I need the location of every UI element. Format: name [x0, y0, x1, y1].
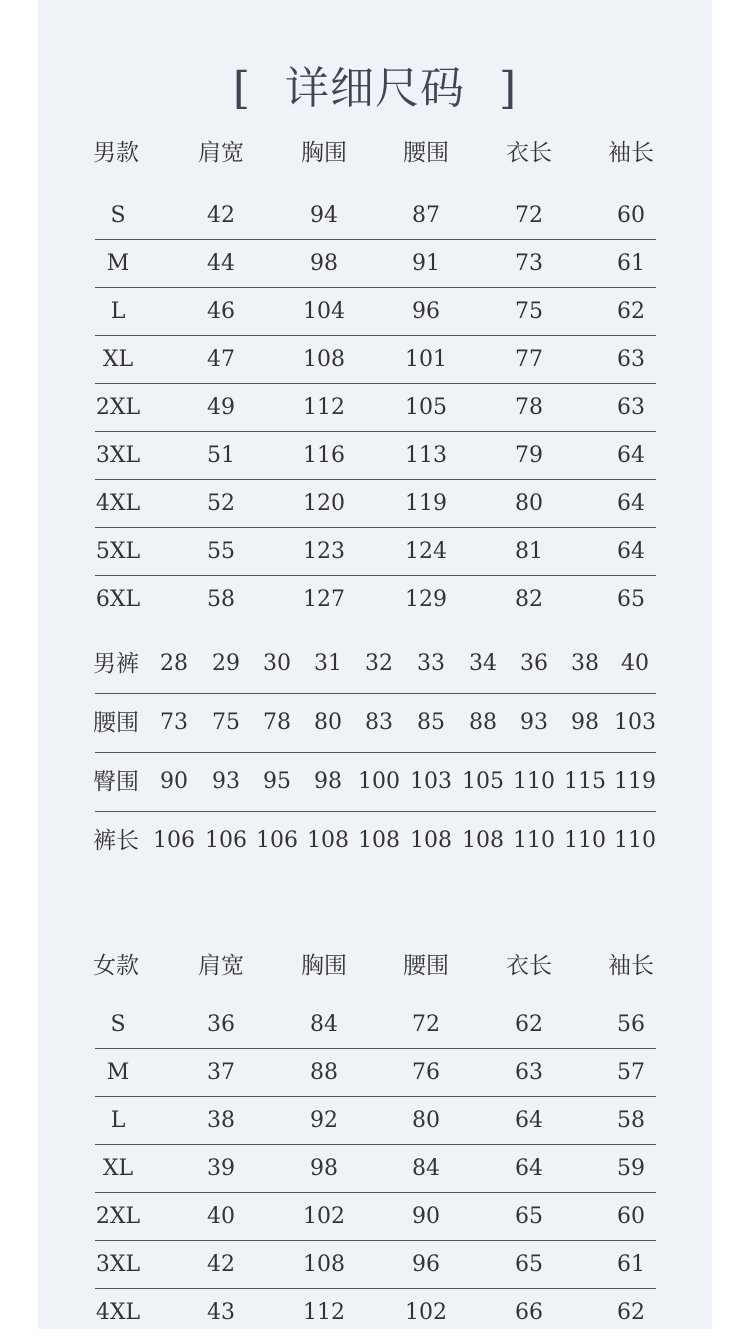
- women-cell-value: 61: [617, 1252, 645, 1277]
- pants-cell-value: 98: [571, 710, 599, 735]
- pants-cell-value: 105: [462, 769, 504, 794]
- pants-cell-value: 95: [263, 769, 291, 794]
- men-header-label: 男款: [93, 140, 139, 166]
- pants-table-row: [95, 812, 656, 870]
- women-cell-value: 108: [303, 1252, 345, 1277]
- pants-cell-value: 28: [160, 651, 188, 676]
- men-cell-value: 61: [617, 251, 645, 276]
- title-left-bracket: [: [232, 63, 251, 114]
- women-cell-value: 63: [515, 1060, 543, 1085]
- men-cell-value: 108: [303, 347, 345, 372]
- men-header-length: 衣长: [506, 140, 552, 166]
- pants-cell-value: 38: [571, 651, 599, 676]
- men-cell-value: 47: [207, 347, 235, 372]
- men-cell-value: 58: [207, 587, 235, 612]
- pants-cell-value: 110: [564, 828, 606, 853]
- women-size-label: S: [110, 1012, 126, 1037]
- women-cell-value: 40: [207, 1204, 235, 1229]
- women-cell-value: 80: [412, 1108, 440, 1133]
- pants-table-row: [95, 694, 656, 753]
- men-cell-value: 101: [405, 347, 447, 372]
- men-cell-value: 96: [412, 299, 440, 324]
- pants-rows: [95, 635, 656, 870]
- men-table-row: [95, 528, 656, 576]
- men-header-waist: 腰围: [403, 140, 449, 166]
- women-cell-value: 58: [617, 1108, 645, 1133]
- women-cell-value: 59: [617, 1156, 645, 1181]
- men-cell-value: 64: [617, 491, 645, 516]
- women-size-label: 4XL: [95, 1300, 141, 1325]
- men-cell-value: 46: [207, 299, 235, 324]
- women-size-label: 3XL: [95, 1252, 141, 1277]
- men-table-row: [95, 576, 656, 623]
- pants-cell-value: 31: [314, 651, 342, 676]
- women-table-row: [95, 1145, 656, 1193]
- men-cell-value: 79: [515, 443, 543, 468]
- pants-cell-value: 106: [153, 828, 195, 853]
- men-table-row: [95, 384, 656, 432]
- men-header-shoulder: 肩宽: [198, 140, 244, 166]
- women-table-row: [95, 1001, 656, 1049]
- men-size-label: 6XL: [95, 587, 141, 612]
- men-cell-value: 123: [303, 539, 345, 564]
- women-cell-value: 38: [207, 1108, 235, 1133]
- women-table-row: [95, 1241, 656, 1289]
- women-size-label: XL: [102, 1156, 134, 1181]
- men-cell-value: 52: [207, 491, 235, 516]
- men-cell-value: 65: [617, 587, 645, 612]
- men-size-label: L: [110, 299, 126, 324]
- pants-cell-value: 30: [263, 651, 291, 676]
- women-header-chest: 胸围: [301, 953, 347, 979]
- men-rows: [95, 192, 656, 623]
- men-cell-value: 105: [405, 395, 447, 420]
- men-table-row: [95, 240, 656, 288]
- women-size-label: L: [110, 1108, 126, 1133]
- men-cell-value: 116: [303, 443, 345, 468]
- pants-cell-value: 110: [513, 828, 555, 853]
- pants-cell-value: 119: [614, 769, 656, 794]
- women-header-label: 女款: [93, 953, 139, 979]
- women-cell-value: 96: [412, 1252, 440, 1277]
- pants-cell-value: 93: [212, 769, 240, 794]
- women-cell-value: 60: [617, 1204, 645, 1229]
- men-size-label: 5XL: [95, 539, 141, 564]
- women-cell-value: 39: [207, 1156, 235, 1181]
- men-cell-value: 42: [207, 203, 235, 228]
- men-size-label: S: [110, 203, 126, 228]
- men-cell-value: 91: [412, 251, 440, 276]
- women-cell-value: 42: [207, 1252, 235, 1277]
- women-rows: [95, 1001, 656, 1336]
- women-cell-value: 112: [303, 1300, 345, 1325]
- women-table-row: [95, 1049, 656, 1097]
- women-cell-value: 65: [515, 1204, 543, 1229]
- women-cell-value: 72: [412, 1012, 440, 1037]
- men-header-chest: 胸围: [301, 140, 347, 166]
- pants-cell-value: 36: [520, 651, 548, 676]
- men-header-row: [95, 127, 656, 179]
- women-cell-value: 88: [310, 1060, 338, 1085]
- women-cell-value: 84: [310, 1012, 338, 1037]
- pants-size-table: [95, 635, 656, 870]
- men-size-label: XL: [102, 347, 134, 372]
- pants-cell-value: 32: [365, 651, 393, 676]
- men-cell-value: 49: [207, 395, 235, 420]
- men-size-label: 4XL: [95, 491, 141, 516]
- men-cell-value: 129: [405, 587, 447, 612]
- women-cell-value: 90: [412, 1204, 440, 1229]
- pants-cell-value: 85: [417, 710, 445, 735]
- pants-table-row: [95, 753, 656, 812]
- men-cell-value: 63: [617, 395, 645, 420]
- men-cell-value: 51: [207, 443, 235, 468]
- men-table-row: [95, 192, 656, 240]
- women-cell-value: 36: [207, 1012, 235, 1037]
- men-cell-value: 112: [303, 395, 345, 420]
- women-header-row: [95, 940, 656, 992]
- men-cell-value: 72: [515, 203, 543, 228]
- pants-cell-value: 75: [212, 710, 240, 735]
- men-cell-value: 44: [207, 251, 235, 276]
- men-cell-value: 63: [617, 347, 645, 372]
- title-right-bracket: ]: [499, 63, 518, 114]
- women-header-shoulder: 肩宽: [198, 953, 244, 979]
- men-cell-value: 55: [207, 539, 235, 564]
- men-cell-value: 82: [515, 587, 543, 612]
- women-size-table: [95, 940, 656, 1336]
- men-cell-value: 127: [303, 587, 345, 612]
- pants-cell-value: 88: [469, 710, 497, 735]
- women-cell-value: 43: [207, 1300, 235, 1325]
- women-table-row: [95, 1097, 656, 1145]
- men-cell-value: 113: [405, 443, 447, 468]
- pants-cell-value: 78: [263, 710, 291, 735]
- pants-row-label: 臀围: [93, 769, 139, 795]
- men-cell-value: 94: [310, 203, 338, 228]
- men-cell-value: 119: [405, 491, 447, 516]
- pants-cell-value: 34: [469, 651, 497, 676]
- women-header-sleeve: 袖长: [608, 953, 654, 979]
- men-table-row: [95, 336, 656, 384]
- women-cell-value: 57: [617, 1060, 645, 1085]
- women-cell-value: 76: [412, 1060, 440, 1085]
- men-size-label: 2XL: [95, 395, 141, 420]
- women-cell-value: 66: [515, 1300, 543, 1325]
- men-cell-value: 124: [405, 539, 447, 564]
- women-cell-value: 65: [515, 1252, 543, 1277]
- pants-cell-value: 106: [205, 828, 247, 853]
- pants-cell-value: 108: [307, 828, 349, 853]
- pants-cell-value: 83: [365, 710, 393, 735]
- men-cell-value: 75: [515, 299, 543, 324]
- pants-cell-value: 106: [256, 828, 298, 853]
- title-text: 详细尺码: [285, 63, 465, 114]
- women-cell-value: 92: [310, 1108, 338, 1133]
- women-table-row: [95, 1193, 656, 1241]
- pants-row-label: 腰围: [93, 710, 139, 736]
- men-cell-value: 62: [617, 299, 645, 324]
- pants-cell-value: 73: [160, 710, 188, 735]
- women-cell-value: 84: [412, 1156, 440, 1181]
- women-cell-value: 98: [310, 1156, 338, 1181]
- men-cell-value: 80: [515, 491, 543, 516]
- pants-cell-value: 108: [358, 828, 400, 853]
- pants-cell-value: 33: [417, 651, 445, 676]
- men-cell-value: 64: [617, 539, 645, 564]
- men-cell-value: 120: [303, 491, 345, 516]
- pants-cell-value: 108: [410, 828, 452, 853]
- women-cell-value: 102: [303, 1204, 345, 1229]
- men-cell-value: 60: [617, 203, 645, 228]
- men-size-label: 3XL: [95, 443, 141, 468]
- pants-cell-value: 110: [513, 769, 555, 794]
- women-cell-value: 64: [515, 1108, 543, 1133]
- women-cell-value: 62: [617, 1300, 645, 1325]
- women-header-waist: 腰围: [403, 953, 449, 979]
- women-size-label: M: [106, 1060, 130, 1085]
- women-cell-value: 64: [515, 1156, 543, 1181]
- pants-cell-value: 29: [212, 651, 240, 676]
- pants-cell-value: 93: [520, 710, 548, 735]
- pants-cell-value: 108: [462, 828, 504, 853]
- men-table-row: [95, 480, 656, 528]
- pants-cell-value: 110: [614, 828, 656, 853]
- pants-cell-value: 40: [621, 651, 649, 676]
- pants-cell-value: 90: [160, 769, 188, 794]
- pants-cell-value: 100: [358, 769, 400, 794]
- page-title: [0, 52, 750, 116]
- women-size-label: 2XL: [95, 1204, 141, 1229]
- pants-table-row: [95, 635, 656, 694]
- women-cell-value: 102: [405, 1300, 447, 1325]
- men-cell-value: 87: [412, 203, 440, 228]
- men-cell-value: 98: [310, 251, 338, 276]
- men-size-table: [95, 127, 656, 623]
- women-cell-value: 56: [617, 1012, 645, 1037]
- men-cell-value: 64: [617, 443, 645, 468]
- pants-row-label: 男裤: [93, 651, 139, 677]
- men-cell-value: 77: [515, 347, 543, 372]
- women-cell-value: 62: [515, 1012, 543, 1037]
- men-header-sleeve: 袖长: [608, 140, 654, 166]
- pants-cell-value: 103: [410, 769, 452, 794]
- men-table-row: [95, 288, 656, 336]
- men-size-label: M: [106, 251, 130, 276]
- women-cell-value: 37: [207, 1060, 235, 1085]
- pants-cell-value: 98: [314, 769, 342, 794]
- men-cell-value: 81: [515, 539, 543, 564]
- pants-cell-value: 103: [614, 710, 656, 735]
- men-cell-value: 78: [515, 395, 543, 420]
- men-cell-value: 104: [303, 299, 345, 324]
- pants-row-label: 裤长: [93, 828, 139, 854]
- men-table-row: [95, 432, 656, 480]
- women-header-length: 衣长: [506, 953, 552, 979]
- pants-cell-value: 80: [314, 710, 342, 735]
- pants-cell-value: 115: [564, 769, 606, 794]
- men-cell-value: 73: [515, 251, 543, 276]
